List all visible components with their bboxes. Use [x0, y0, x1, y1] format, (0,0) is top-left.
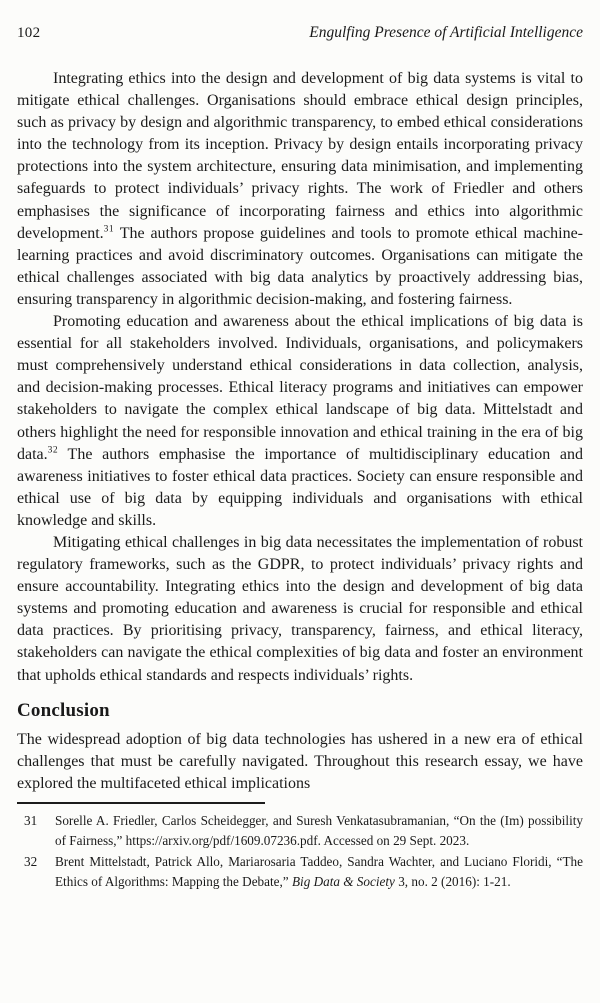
footnote-text-part: Brent Mittelstadt, Patrick Allo, Mariarosaria Taddeo, Sandra Wachter, and Luciano Floridi, “The Ethics of Algorithms: Mapping the Debate,” — [55, 853, 583, 890]
page-header — [17, 24, 583, 42]
footnote-ref-32: 32 — [47, 445, 59, 456]
paragraph-text: Integrating ethics into the design and development of big data systems is vital to mitigate ethical challenges. Organisations should embrace ethical design principles, such as privacy by design and algorithmic transparency, to embed ethical considerations into the technology from its inception. Privacy by design entails incorporating privacy protections into the system architecture, ensuring data minimisation, and implementing safeguards to protect individuals’ privacy rights. The work of Friedler and others emphasises the significance of incorporating fairness and ethics into algorithmic development. — [17, 70, 583, 242]
running-title: Engulfing Presence of Artificial Intelligence — [309, 24, 583, 41]
footnote-text-part: 3, no. 2 (2016): 1-21. — [394, 874, 511, 890]
footnote-text: Sorelle A. Friedler, Carlos Scheidegger, and Suresh Venkatasubramanian, “On the (Im) possibility of Fairness,” https://arxiv.org/pdf/1609.07236.pdf. Accessed on 29 Sept. 2023. — [55, 812, 583, 849]
page-body — [17, 68, 583, 795]
journal-title: Big Data & Society — [291, 874, 395, 890]
footnote-item-32 — [17, 852, 583, 893]
page-number: 102 — [17, 25, 41, 41]
footnote-text — [55, 852, 583, 893]
paragraph-conclusion-opening: The widespread adoption of big data technologies has ushered in a new era of ethical challenges that must be carefully navigated. Throughout this research essay, we have explored the multifaceted ethical implications — [17, 730, 583, 792]
footnote-ref-31: 31 — [103, 224, 115, 235]
paragraph-text: The authors propose guidelines and tools to promote ethical machine-learning practices and avoid discriminatory outcomes. Organisations can mitigate the ethical challenges associated with big data analytics by proactively addressing bias, ensuring transparency in algorithmic decision-making, and fostering fairness. — [17, 224, 583, 308]
conclusion-heading: Conclusion — [17, 699, 110, 721]
paragraph-integrating-ethics — [17, 68, 583, 311]
footnote-number: 32 — [24, 853, 38, 869]
footnote-number: 31 — [24, 812, 38, 828]
footnote-separator-rule — [17, 802, 265, 804]
footnotes-section — [17, 802, 583, 893]
paragraph-text: Promoting education and awareness about the ethical implications of big data is essential for all stakeholders involved. Individuals, organisations, and policymakers must comprehensively understand ethical considerations in data collection, analysis, and decision-making processes. Ethical literacy programs and initiatives can empower stakeholders to navigate the complex ethical landscape of big data. Mittelstadt and others highlight the need for responsible innovation and ethical training in the era of big data. — [17, 313, 583, 463]
paragraph-promoting-education — [17, 311, 583, 532]
footnote-item-31 — [17, 811, 583, 852]
paragraph-text: The authors emphasise the importance of multidisciplinary education and awareness initiatives to foster ethical data practices. Society can ensure responsible and ethical use of big data by equipping individuals and organisations with ethical knowledge and skills. — [17, 445, 583, 529]
paragraph-mitigating-challenges: Mitigating ethical challenges in big data necessitates the implementation of robust regulatory frameworks, such as the GDPR, to protect individuals’ privacy rights and ensure accountability. Integrating ethics into the design and development of big data systems and promoting education and awareness is crucial for responsible and ethical data practices. By prioritising privacy, transparency, fairness, and ethical literacy, stakeholders can navigate the ethical complexities of big data and foster an environment that upholds ethical standards and respects individuals’ rights. — [17, 533, 583, 684]
